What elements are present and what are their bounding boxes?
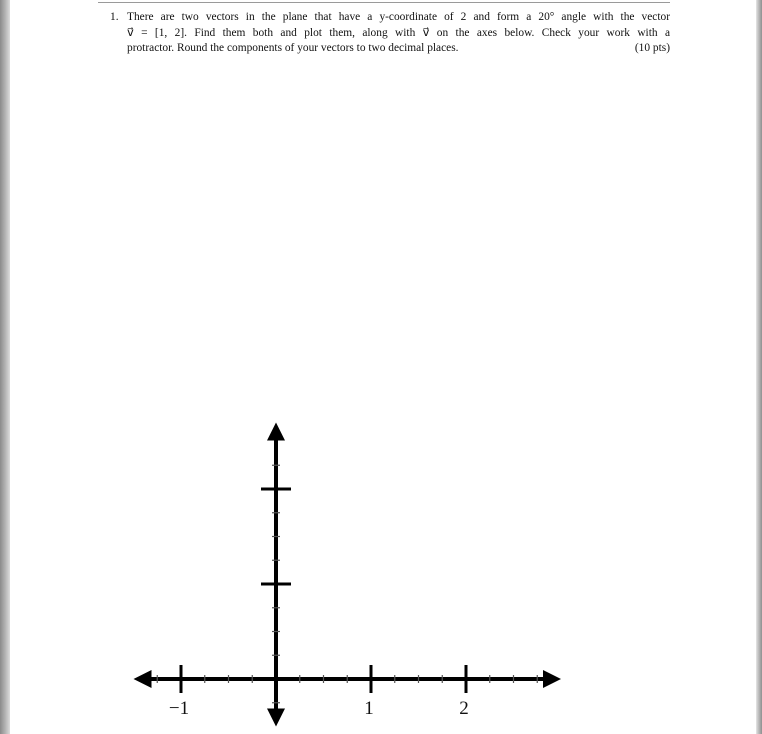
x-tick-label: 1 — [364, 698, 374, 719]
problem-line-2: v⃗ = [1, 2]. Find them both and plot them, along with v⃗ on the axes below. Check your work with a — [127, 26, 670, 39]
problem-line-1: There are two vectors in the plane that have a y-coordinate of 2 and form a 20° angle with the vector — [127, 11, 670, 23]
problem-line-3-text: protractor. Round the components of your vectors to two decimal places. — [127, 42, 459, 54]
x-axis-arrow-right — [543, 670, 561, 688]
x-tick-label: −1 — [168, 698, 190, 719]
problem-points: (10 pts) — [634, 42, 670, 54]
problem-number: 1. — [110, 11, 119, 23]
y-axis-arrow-up — [267, 423, 285, 441]
y-axis-arrow-down — [267, 709, 285, 727]
x-tick-label: 2 — [459, 698, 469, 719]
x-axis-arrow-left — [134, 670, 152, 688]
